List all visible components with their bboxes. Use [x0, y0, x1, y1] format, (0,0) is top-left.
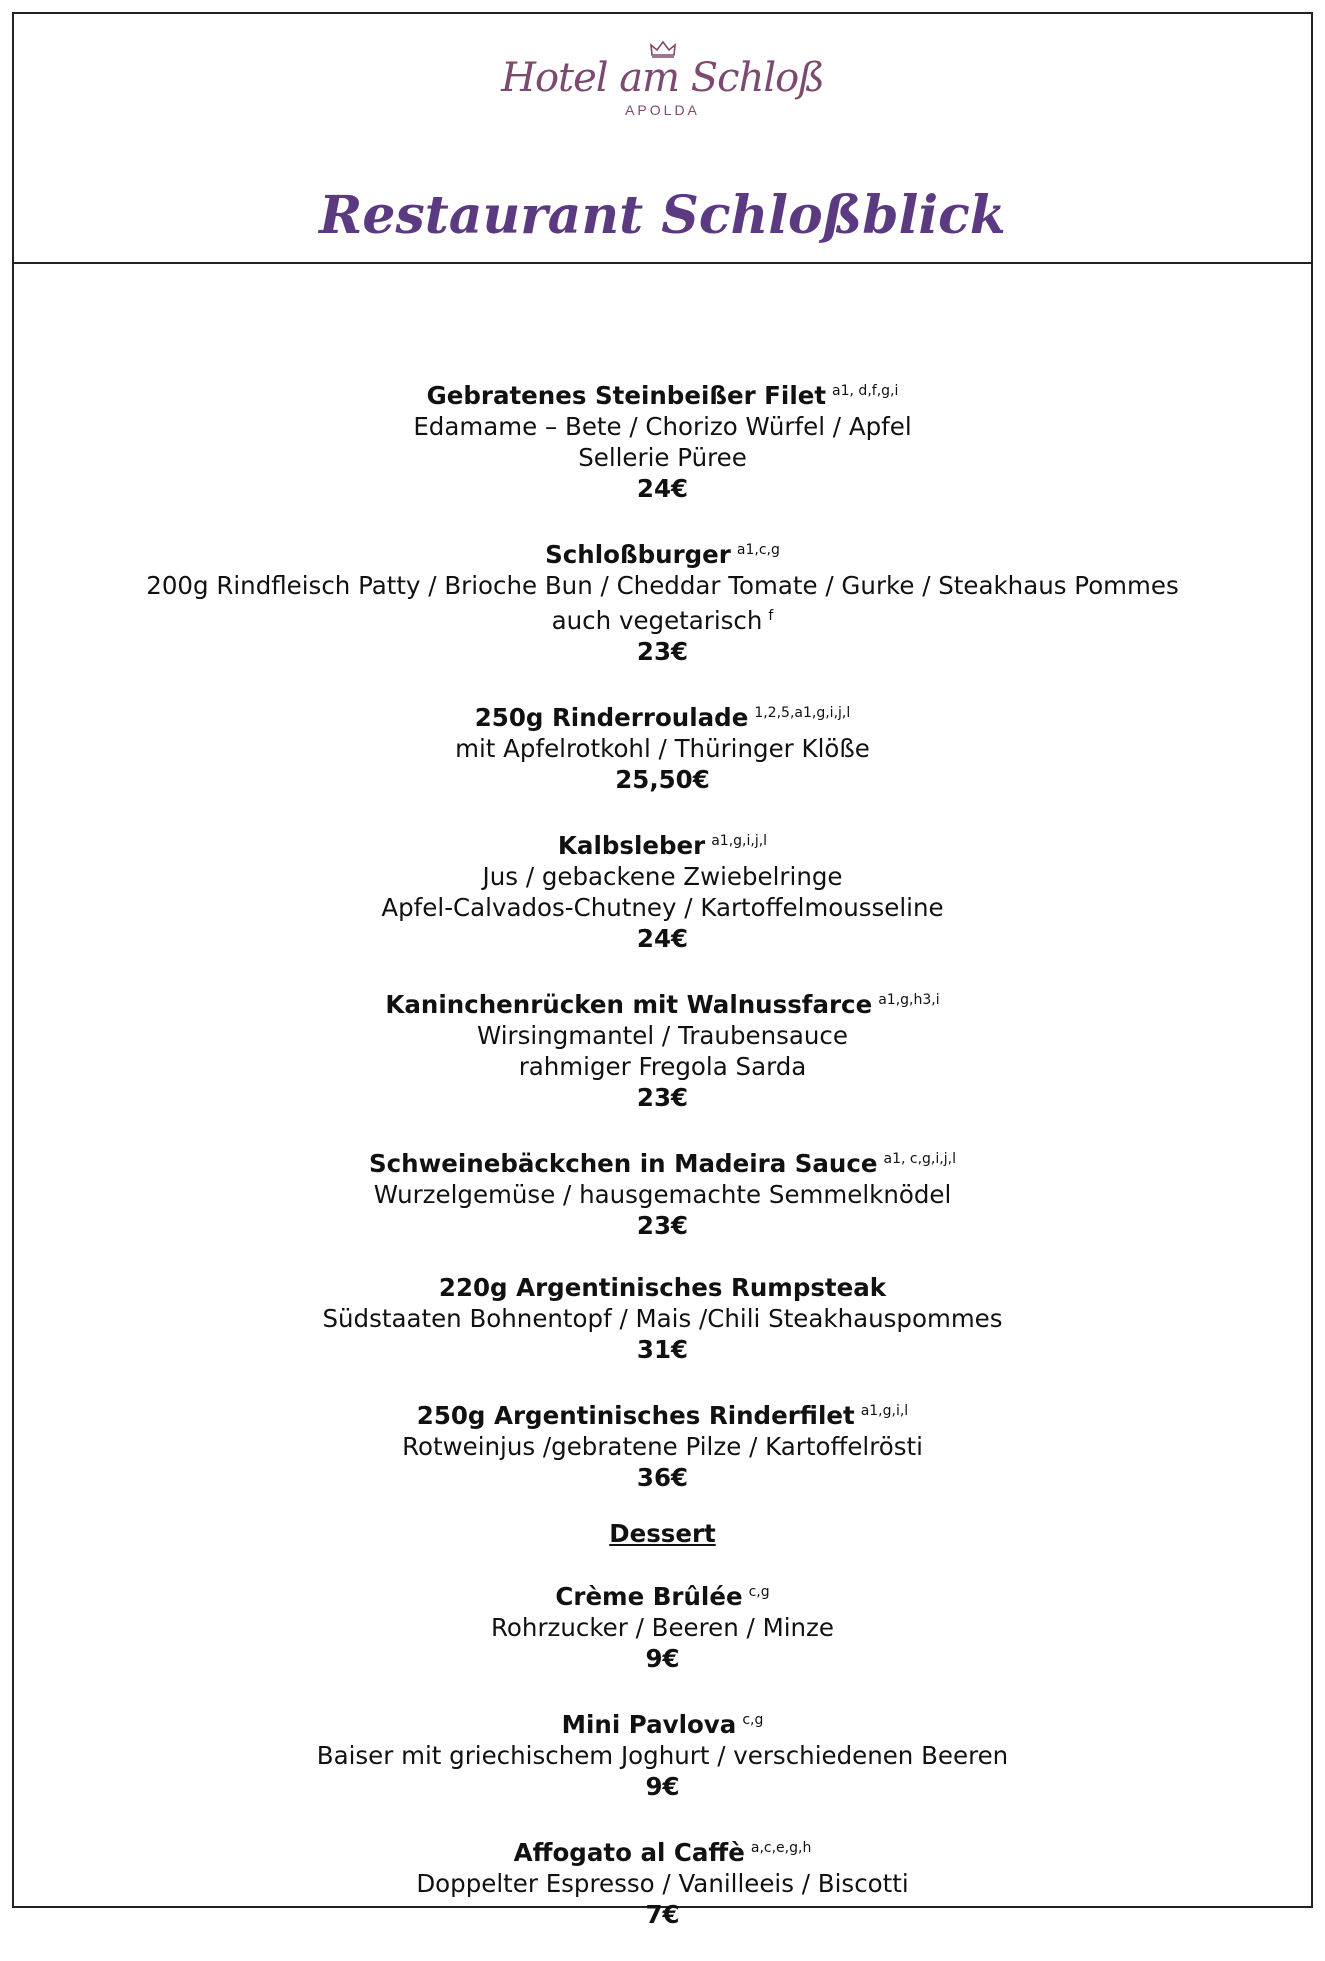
dish-description-text: auch vegetarisch: [551, 606, 763, 635]
dish-description-line: [14, 1612, 1311, 1643]
menu-item: [14, 1577, 1311, 1674]
dish-description-line: [14, 442, 1311, 473]
dish-title: Schweinebäckchen in Madeira Sauce: [369, 1149, 878, 1178]
dish-description-text: rahmiger Fregola Sarda: [518, 1052, 807, 1081]
dish-description-line: [14, 733, 1311, 764]
menu-item: [14, 985, 1311, 1113]
allergen-codes: f: [768, 608, 774, 624]
menu-item: [14, 826, 1311, 954]
dish-description-text: Edamame – Bete / Chorizo Würfel / Apfel: [413, 412, 912, 441]
allergen-codes: 1,2,5,a1,g,i,j,l: [754, 705, 851, 721]
dish-price: 24€: [636, 924, 689, 953]
dish-name: [14, 376, 1311, 411]
dish-name: [14, 1272, 1311, 1303]
dish-description-line: [14, 1020, 1311, 1051]
menu-page-frame: [12, 12, 1313, 1929]
dish-description-line: [14, 1179, 1311, 1210]
dish-description-text: Doppelter Espresso / Vanilleeis / Biscotti: [416, 1869, 909, 1898]
dish-price: 36€: [636, 1463, 689, 1492]
dish-name: [14, 698, 1311, 733]
dish-price: 23€: [636, 1083, 689, 1112]
dish-price: 23€: [636, 1211, 689, 1240]
menu-header: [14, 14, 1311, 264]
dish-price: 7€: [645, 1900, 680, 1929]
dish-name: [14, 985, 1311, 1020]
dish-name: [14, 1577, 1311, 1612]
allergen-codes: a1, c,g,i,j,l: [883, 1151, 956, 1167]
allergen-codes: c,g: [748, 1584, 770, 1600]
dish-description-line: [14, 570, 1311, 601]
dish-description-line: [14, 1868, 1311, 1899]
logo-location: APOLDA: [625, 102, 700, 118]
dish-title: Kalbsleber: [557, 831, 706, 860]
allergen-codes: a1,g,i,j,l: [711, 833, 768, 849]
dish-description-line: [14, 1431, 1311, 1462]
restaurant-title: Restaurant Schloßblick: [319, 185, 1006, 246]
dish-title: Gebratenes Steinbeißer Filet: [426, 381, 827, 410]
dish-title: Affogato al Caffè: [513, 1838, 745, 1867]
dish-description-line: [14, 601, 1311, 636]
menu-item: [14, 376, 1311, 504]
dish-description-text: Baiser mit griechischem Joghurt / verschiedenen Beeren: [316, 1741, 1009, 1770]
dish-description-text: Sellerie Püree: [578, 443, 747, 472]
hotel-logo: [14, 40, 1311, 118]
dish-description-line: [14, 861, 1311, 892]
dish-price: 24€: [636, 474, 689, 503]
dish-price: 31€: [636, 1335, 689, 1364]
dish-description-text: Rotweinjus /gebratene Pilze / Kartoffelrösti: [402, 1432, 923, 1461]
menu-item: [14, 698, 1311, 795]
dish-description-text: mit Apfelrotkohl / Thüringer Klöße: [455, 734, 870, 763]
dish-description-line: [14, 892, 1311, 923]
dish-description-line: [14, 1303, 1311, 1334]
menu-item: [14, 1144, 1311, 1241]
allergen-codes: a,c,e,g,h: [750, 1840, 812, 1856]
menu-item: [14, 1272, 1311, 1365]
dish-description-text: Wirsingmantel / Traubensauce: [477, 1021, 848, 1050]
dish-name: [14, 1144, 1311, 1179]
allergen-codes: a1,c,g: [736, 542, 780, 558]
dish-title: Kaninchenrücken mit Walnussfarce: [385, 990, 873, 1019]
desserts-section: [14, 1577, 1311, 1930]
dish-name: [14, 1396, 1311, 1431]
dish-title: 220g Argentinisches Rumpsteak: [438, 1273, 887, 1302]
dish-title: Mini Pavlova: [561, 1710, 737, 1739]
allergen-codes: a1, d,f,g,i: [832, 383, 899, 399]
dish-title: Crème Brûlée: [555, 1582, 743, 1611]
dish-description-text: Jus / gebackene Zwiebelringe: [482, 862, 843, 891]
main-courses-section: [14, 376, 1311, 1493]
dish-description-line: [14, 1740, 1311, 1771]
dish-price: 23€: [636, 637, 689, 666]
allergen-codes: a1,g,i,l: [860, 1403, 909, 1419]
dish-description-line: [14, 1051, 1311, 1082]
dish-name: [14, 826, 1311, 861]
dish-name: [14, 535, 1311, 570]
logo-script-text: Hotel am Schloß: [501, 55, 824, 101]
dish-description-text: Wurzelgemüse / hausgemachte Semmelknödel: [373, 1180, 952, 1209]
dish-description-text: Apfel-Calvados-Chutney / Kartoffelmousseline: [381, 893, 944, 922]
dish-title: Schloßburger: [545, 540, 731, 569]
menu-item: [14, 535, 1311, 667]
dish-title: 250g Argentinisches Rinderfilet: [416, 1401, 855, 1430]
dessert-heading: Dessert: [609, 1519, 716, 1548]
menu-list: [14, 376, 1311, 1961]
dish-title: 250g Rinderroulade: [474, 703, 749, 732]
menu-item: [14, 1705, 1311, 1802]
dish-price: 9€: [645, 1644, 680, 1673]
dish-description-text: 200g Rindfleisch Patty / Brioche Bun / Cheddar Tomate / Gurke / Steakhaus Pommes: [146, 571, 1179, 600]
dish-name: [14, 1705, 1311, 1740]
menu-item: [14, 1396, 1311, 1493]
dish-price: 25,50€: [615, 765, 710, 794]
menu-item: [14, 1833, 1311, 1930]
allergen-codes: a1,g,h3,i: [878, 992, 940, 1008]
dish-description-text: Rohrzucker / Beeren / Minze: [491, 1613, 834, 1642]
allergen-codes: c,g: [742, 1712, 764, 1728]
dish-name: [14, 1833, 1311, 1868]
dish-price: 9€: [645, 1772, 680, 1801]
dish-description-line: [14, 411, 1311, 442]
dish-description-text: Südstaaten Bohnentopf / Mais /Chili Steakhauspommes: [322, 1304, 1003, 1333]
